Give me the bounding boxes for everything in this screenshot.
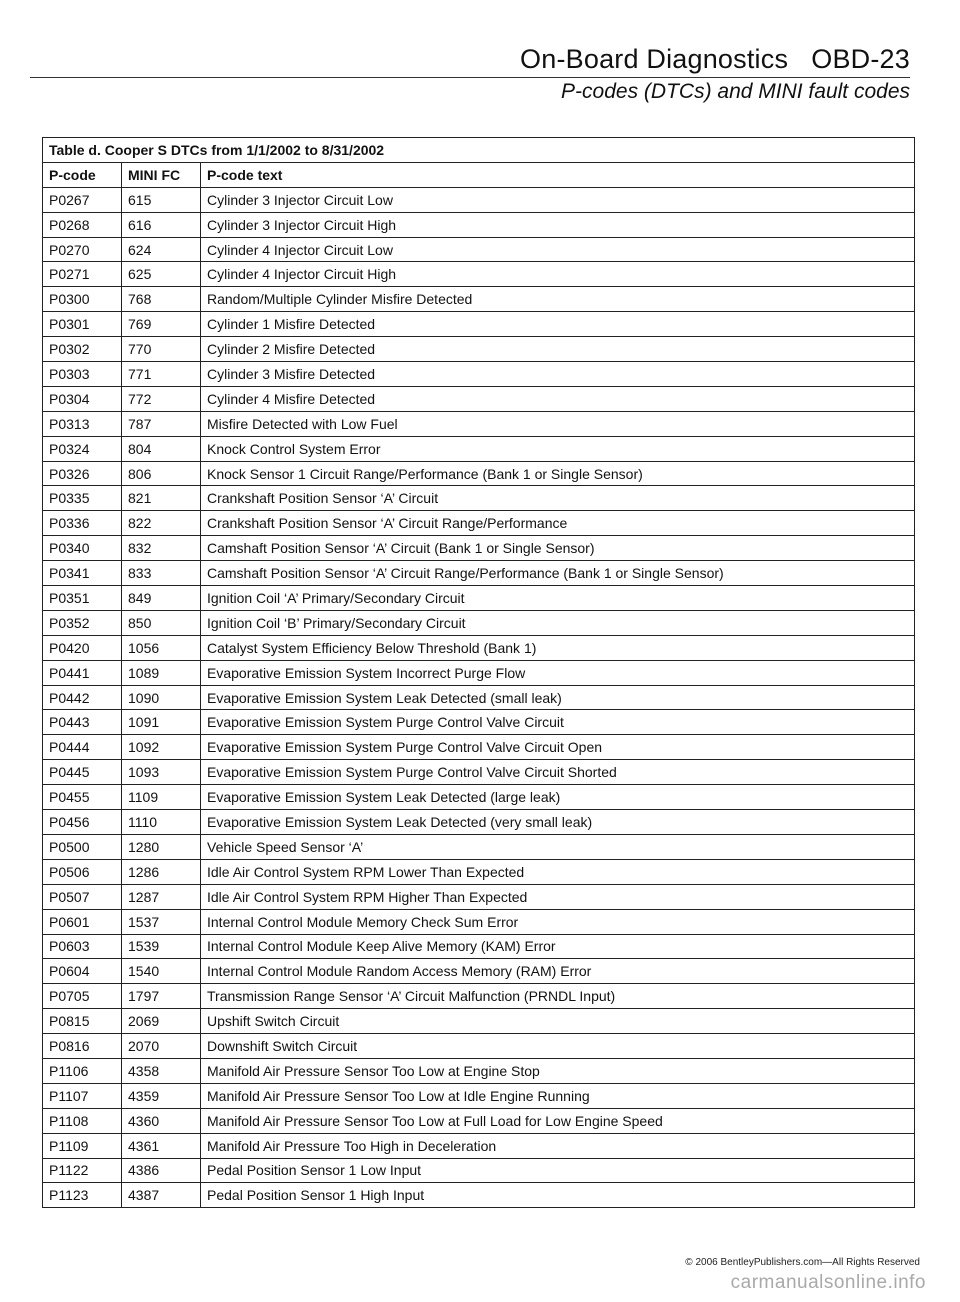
table-row — [43, 461, 915, 486]
pcode-cell: P0268 — [43, 212, 122, 237]
pcode-text-cell: Evaporative Emission System Leak Detected (small leak) — [201, 685, 915, 710]
table-row — [43, 1183, 915, 1208]
table-row — [43, 834, 915, 859]
mini-fc-cell: 1280 — [122, 834, 201, 859]
table-row — [43, 536, 915, 561]
pcode-text-cell: Camshaft Position Sensor ‘A’ Circuit Range/Performance (Bank 1 or Single Sensor) — [201, 561, 915, 586]
table-row — [43, 959, 915, 984]
table-row — [43, 909, 915, 934]
pcode-text-cell: Knock Sensor 1 Circuit Range/Performance (Bank 1 or Single Sensor) — [201, 461, 915, 486]
pcode-text-cell: Idle Air Control System RPM Higher Than Expected — [201, 884, 915, 909]
pcode-text-cell: Pedal Position Sensor 1 Low Input — [201, 1158, 915, 1183]
pcode-cell: P0441 — [43, 660, 122, 685]
table-row — [43, 785, 915, 810]
pcode-cell: P0456 — [43, 810, 122, 835]
pcode-text-cell: Manifold Air Pressure Sensor Too Low at Engine Stop — [201, 1058, 915, 1083]
mini-fc-cell: 804 — [122, 436, 201, 461]
mini-fc-cell: 1110 — [122, 810, 201, 835]
mini-fc-cell: 4386 — [122, 1158, 201, 1183]
pcode-text-cell: Cylinder 3 Injector Circuit Low — [201, 187, 915, 212]
table-row — [43, 1009, 915, 1034]
pcode-cell: P0304 — [43, 386, 122, 411]
pcode-text-cell: Cylinder 4 Misfire Detected — [201, 386, 915, 411]
pcode-text-cell: Evaporative Emission System Incorrect Purge Flow — [201, 660, 915, 685]
mini-fc-cell: 615 — [122, 187, 201, 212]
pcode-text-cell: Manifold Air Pressure Too High in Deceleration — [201, 1133, 915, 1158]
pcode-cell: P0301 — [43, 312, 122, 337]
table-row — [43, 237, 915, 262]
mini-fc-cell: 1056 — [122, 635, 201, 660]
mini-fc-cell: 4361 — [122, 1133, 201, 1158]
mini-fc-cell: 1539 — [122, 934, 201, 959]
pcode-text-cell: Crankshaft Position Sensor ‘A’ Circuit — [201, 486, 915, 511]
pcode-text-cell: Pedal Position Sensor 1 High Input — [201, 1183, 915, 1208]
mini-fc-cell: 4387 — [122, 1183, 201, 1208]
table-row — [43, 610, 915, 635]
pcode-cell: P0326 — [43, 461, 122, 486]
mini-fc-cell: 616 — [122, 212, 201, 237]
table-row — [43, 710, 915, 735]
mini-fc-cell: 4358 — [122, 1058, 201, 1083]
pcode-cell: P1109 — [43, 1133, 122, 1158]
mini-fc-cell: 768 — [122, 287, 201, 312]
pcode-cell: P1107 — [43, 1083, 122, 1108]
watermark: carmanualsonline.info — [730, 1272, 926, 1293]
pcode-cell: P0705 — [43, 984, 122, 1009]
pcode-text-cell: Knock Control System Error — [201, 436, 915, 461]
pcode-text-cell: Cylinder 1 Misfire Detected — [201, 312, 915, 337]
pcode-text-cell: Evaporative Emission System Leak Detected (very small leak) — [201, 810, 915, 835]
pcode-cell: P0506 — [43, 859, 122, 884]
pcode-cell: P0816 — [43, 1034, 122, 1059]
mini-fc-cell: 850 — [122, 610, 201, 635]
pcode-text-cell: Camshaft Position Sensor ‘A’ Circuit (Bank 1 or Single Sensor) — [201, 536, 915, 561]
pcode-text-cell: Cylinder 3 Injector Circuit High — [201, 212, 915, 237]
pcode-cell: P0604 — [43, 959, 122, 984]
table-row — [43, 362, 915, 387]
table-row — [43, 337, 915, 362]
table-row — [43, 262, 915, 287]
pcode-cell: P0603 — [43, 934, 122, 959]
table-row — [43, 1108, 915, 1133]
mini-fc-cell: 832 — [122, 536, 201, 561]
mini-fc-cell: 624 — [122, 237, 201, 262]
column-header-pcode: P-code — [43, 162, 122, 187]
pcode-text-cell: Ignition Coil ‘A’ Primary/Secondary Circuit — [201, 586, 915, 611]
table-row — [43, 1034, 915, 1059]
pcode-cell: P0444 — [43, 735, 122, 760]
pcode-cell: P0271 — [43, 262, 122, 287]
pcode-text-cell: Cylinder 4 Injector Circuit Low — [201, 237, 915, 262]
pcode-cell: P0267 — [43, 187, 122, 212]
table-row — [43, 436, 915, 461]
table-caption: Table d. Cooper S DTCs from 1/1/2002 to 8/31/2002 — [43, 138, 915, 163]
mini-fc-cell: 1286 — [122, 859, 201, 884]
mini-fc-cell: 1089 — [122, 660, 201, 685]
pcode-cell: P0601 — [43, 909, 122, 934]
pcode-cell: P0443 — [43, 710, 122, 735]
mini-fc-cell: 4360 — [122, 1108, 201, 1133]
pcode-cell: P0340 — [43, 536, 122, 561]
pcode-cell: P0270 — [43, 237, 122, 262]
mini-fc-cell: 787 — [122, 411, 201, 436]
pcode-cell: P0351 — [43, 586, 122, 611]
pcode-text-cell: Internal Control Module Memory Check Sum Error — [201, 909, 915, 934]
mini-fc-cell: 849 — [122, 586, 201, 611]
pcode-text-cell: Manifold Air Pressure Sensor Too Low at Full Load for Low Engine Speed — [201, 1108, 915, 1133]
table-row — [43, 735, 915, 760]
page-header-subtitle: P-codes (DTCs) and MINI fault codes — [561, 80, 910, 103]
pcode-cell: P0335 — [43, 486, 122, 511]
pcode-text-cell: Internal Control Module Keep Alive Memory (KAM) Error — [201, 934, 915, 959]
pcode-cell: P0500 — [43, 834, 122, 859]
pcode-cell: P0341 — [43, 561, 122, 586]
mini-fc-cell: 1797 — [122, 984, 201, 1009]
mini-fc-cell: 1090 — [122, 685, 201, 710]
table-row — [43, 884, 915, 909]
pcode-cell: P0507 — [43, 884, 122, 909]
pcode-text-cell: Upshift Switch Circuit — [201, 1009, 915, 1034]
pcode-cell: P1122 — [43, 1158, 122, 1183]
table-row — [43, 312, 915, 337]
mini-fc-cell: 1091 — [122, 710, 201, 735]
table-row — [43, 660, 915, 685]
dtc-table — [42, 137, 915, 1208]
table-row — [43, 187, 915, 212]
pcode-cell: P0313 — [43, 411, 122, 436]
pcode-text-cell: Manifold Air Pressure Sensor Too Low at Idle Engine Running — [201, 1083, 915, 1108]
pcode-cell: P0442 — [43, 685, 122, 710]
table-row — [43, 810, 915, 835]
mini-fc-cell: 1537 — [122, 909, 201, 934]
table-row — [43, 685, 915, 710]
column-header-pcode-text: P-code text — [201, 162, 915, 187]
pcode-text-cell: Internal Control Module Random Access Memory (RAM) Error — [201, 959, 915, 984]
table-row — [43, 934, 915, 959]
pcode-cell: P0455 — [43, 785, 122, 810]
pcode-text-cell: Vehicle Speed Sensor ‘A’ — [201, 834, 915, 859]
table-row — [43, 486, 915, 511]
pcode-text-cell: Ignition Coil ‘B’ Primary/Secondary Circuit — [201, 610, 915, 635]
pcode-cell: P0300 — [43, 287, 122, 312]
mini-fc-cell: 2069 — [122, 1009, 201, 1034]
table-row — [43, 1058, 915, 1083]
column-header-mini-fc: MINI FC — [122, 162, 201, 187]
table-caption-row — [43, 138, 915, 163]
table-row — [43, 411, 915, 436]
table-header-row — [43, 162, 915, 187]
mini-fc-cell: 822 — [122, 511, 201, 536]
table-row — [43, 511, 915, 536]
pcode-text-cell: Idle Air Control System RPM Lower Than Expected — [201, 859, 915, 884]
table-row — [43, 561, 915, 586]
mini-fc-cell: 806 — [122, 461, 201, 486]
table-body — [43, 187, 915, 1208]
mini-fc-cell: 770 — [122, 337, 201, 362]
table-row — [43, 586, 915, 611]
pcode-text-cell: Evaporative Emission System Purge Control Valve Circuit — [201, 710, 915, 735]
pcode-text-cell: Misfire Detected with Low Fuel — [201, 411, 915, 436]
table-row — [43, 635, 915, 660]
pcode-text-cell: Transmission Range Sensor ‘A’ Circuit Malfunction (PRNDL Input) — [201, 984, 915, 1009]
pcode-text-cell: Evaporative Emission System Purge Control Valve Circuit Open — [201, 735, 915, 760]
mini-fc-cell: 821 — [122, 486, 201, 511]
mini-fc-cell: 1287 — [122, 884, 201, 909]
pcode-cell: P0302 — [43, 337, 122, 362]
table-row — [43, 760, 915, 785]
pcode-cell: P1108 — [43, 1108, 122, 1133]
pcode-cell: P0336 — [43, 511, 122, 536]
table-row — [43, 859, 915, 884]
pcode-text-cell: Cylinder 2 Misfire Detected — [201, 337, 915, 362]
pcode-cell: P1123 — [43, 1183, 122, 1208]
copyright-notice: © 2006 BentleyPublishers.com—All Rights Reserved — [685, 1257, 920, 1268]
pcode-text-cell: Downshift Switch Circuit — [201, 1034, 915, 1059]
mini-fc-cell: 771 — [122, 362, 201, 387]
mini-fc-cell: 1093 — [122, 760, 201, 785]
pcode-cell: P0420 — [43, 635, 122, 660]
pcode-cell: P0352 — [43, 610, 122, 635]
pcode-cell: P0445 — [43, 760, 122, 785]
mini-fc-cell: 625 — [122, 262, 201, 287]
table-row — [43, 386, 915, 411]
table-row — [43, 1083, 915, 1108]
header-divider — [30, 77, 910, 78]
table-row — [43, 212, 915, 237]
pcode-text-cell: Cylinder 4 Injector Circuit High — [201, 262, 915, 287]
table-row — [43, 1158, 915, 1183]
pcode-cell: P0815 — [43, 1009, 122, 1034]
pcode-text-cell: Catalyst System Efficiency Below Threshold (Bank 1) — [201, 635, 915, 660]
mini-fc-cell: 1109 — [122, 785, 201, 810]
mini-fc-cell: 833 — [122, 561, 201, 586]
table-row — [43, 984, 915, 1009]
pcode-text-cell: Evaporative Emission System Purge Control Valve Circuit Shorted — [201, 760, 915, 785]
pcode-text-cell: Crankshaft Position Sensor ‘A’ Circuit Range/Performance — [201, 511, 915, 536]
mini-fc-cell: 769 — [122, 312, 201, 337]
pcode-text-cell: Evaporative Emission System Leak Detected (large leak) — [201, 785, 915, 810]
pcode-cell: P0303 — [43, 362, 122, 387]
pcode-text-cell: Cylinder 3 Misfire Detected — [201, 362, 915, 387]
pcode-cell: P0324 — [43, 436, 122, 461]
table-row — [43, 1133, 915, 1158]
mini-fc-cell: 2070 — [122, 1034, 201, 1059]
mini-fc-cell: 1092 — [122, 735, 201, 760]
mini-fc-cell: 772 — [122, 386, 201, 411]
mini-fc-cell: 1540 — [122, 959, 201, 984]
mini-fc-cell: 4359 — [122, 1083, 201, 1108]
pcode-cell: P1106 — [43, 1058, 122, 1083]
pcode-text-cell: Random/Multiple Cylinder Misfire Detected — [201, 287, 915, 312]
table-row — [43, 287, 915, 312]
page-header-title: On-Board Diagnostics OBD-23 — [520, 44, 910, 74]
